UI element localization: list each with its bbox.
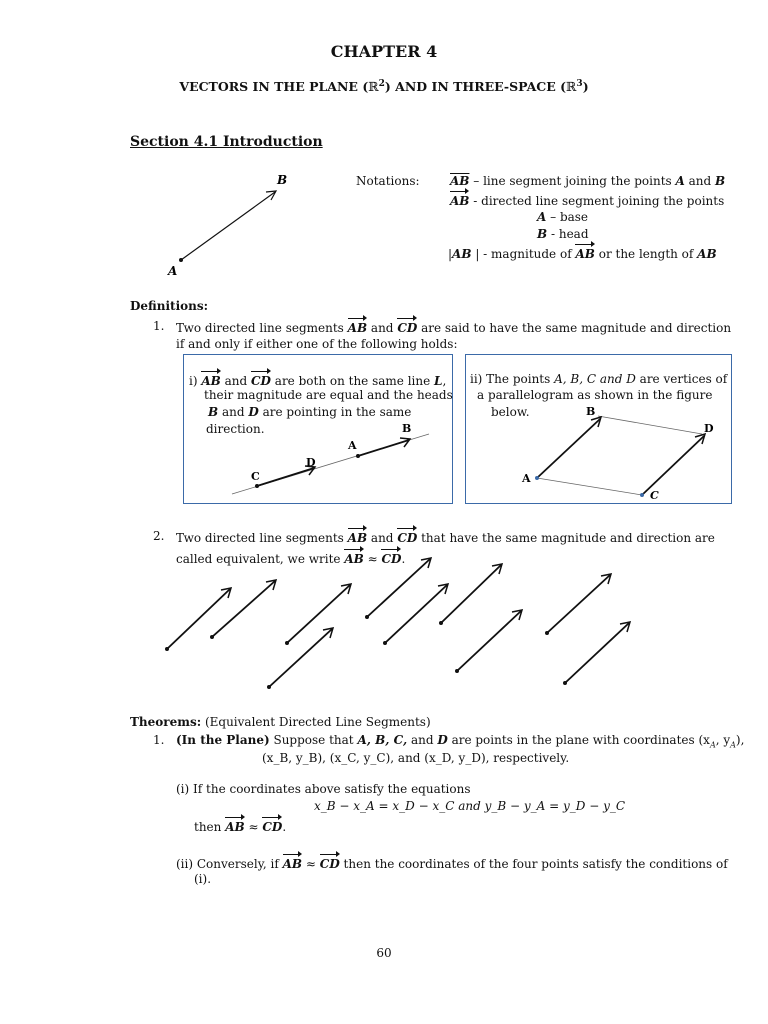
vector-ab: AB bbox=[283, 854, 302, 873]
definition-2-number: 2. bbox=[153, 529, 165, 543]
case-ii-line-3: below. bbox=[491, 405, 530, 419]
text: , y bbox=[715, 733, 731, 747]
case-ii-line-2: a parallelogram as shown in the figure bbox=[477, 388, 713, 402]
vector-cd bbox=[257, 468, 314, 486]
vector-cd: CD bbox=[262, 817, 282, 836]
point-c bbox=[640, 493, 644, 497]
r2-exponent: 2 bbox=[378, 79, 385, 89]
point-a bbox=[535, 476, 539, 480]
point-b: B bbox=[208, 405, 219, 419]
definition-1-number: 1. bbox=[153, 319, 165, 333]
symbol-b: B bbox=[537, 227, 548, 241]
equivalent-arrow bbox=[285, 584, 351, 645]
label-a: A bbox=[522, 472, 531, 485]
chapter-heading: CHAPTER 4 bbox=[330, 42, 438, 61]
notation-text: – base bbox=[546, 210, 589, 224]
section-title: Section 4.1 Introduction bbox=[130, 134, 323, 150]
text: . bbox=[401, 552, 406, 566]
page-number: 60 bbox=[376, 946, 392, 960]
equivalent-arrow bbox=[439, 564, 502, 625]
approx-symbol: ≈ bbox=[244, 820, 263, 834]
vector-ab: AB bbox=[348, 318, 367, 337]
equivalent-arrow bbox=[267, 628, 333, 689]
equivalent-arrow bbox=[455, 610, 522, 673]
r3-symbol: ℝ bbox=[566, 79, 577, 95]
theorem-1-part-i: (i) If the coordinates above satisfy the equations bbox=[176, 782, 471, 796]
edge-bd bbox=[598, 416, 702, 434]
text: that have the same magnitude and direction are bbox=[417, 531, 715, 545]
in-the-plane: (In the Plane) bbox=[176, 733, 270, 747]
text: Two directed line segments bbox=[176, 531, 348, 545]
text: are both on the same line bbox=[270, 374, 435, 388]
label-b: B bbox=[586, 405, 596, 418]
label-d: D bbox=[704, 422, 714, 435]
approx-symbol: ≈ bbox=[363, 552, 382, 566]
definitions-heading: Definitions: bbox=[130, 299, 209, 313]
point-a bbox=[179, 258, 183, 262]
definition-1-line-2: if and only if either one of the following holds: bbox=[176, 337, 458, 351]
theorems-heading bbox=[130, 714, 431, 731]
vector-cd: CD bbox=[320, 854, 340, 873]
point-d: D bbox=[437, 733, 448, 747]
text: are said to have the same magnitude and direction bbox=[417, 321, 732, 335]
notation-line-1 bbox=[450, 173, 725, 190]
text: ii) The points bbox=[470, 372, 555, 386]
equivalent-arrow bbox=[545, 574, 611, 635]
point-a-ref: A bbox=[675, 174, 685, 188]
notation-line-5 bbox=[448, 244, 717, 263]
label-a: A bbox=[168, 264, 178, 278]
equivalent-arrow bbox=[165, 588, 231, 651]
theorem-1-part-ii bbox=[176, 854, 728, 873]
case-i-line-3 bbox=[208, 404, 411, 421]
text: and bbox=[407, 733, 438, 747]
vector-ab: AB bbox=[348, 528, 367, 547]
text: are pointing in the same bbox=[258, 405, 412, 419]
vector-ab: AB bbox=[225, 817, 244, 836]
symbol-ab: AB bbox=[697, 247, 717, 261]
text: . bbox=[282, 820, 287, 834]
theorems-subtitle: (Equivalent Directed Line Segments) bbox=[201, 715, 431, 729]
vector-cd bbox=[642, 436, 704, 495]
vector-cd: CD bbox=[381, 549, 401, 568]
subscript-a: A bbox=[709, 740, 716, 750]
theorem-1-number: 1. bbox=[153, 733, 165, 747]
vector-cd: CD bbox=[251, 371, 271, 390]
case-i-line-2: their magnitude are equal and the heads bbox=[204, 388, 453, 402]
case-i-figure bbox=[184, 420, 452, 502]
case-i-line-4: direction. bbox=[206, 422, 265, 436]
points-abc: A, B, C, bbox=[357, 733, 408, 747]
r3-exponent: 3 bbox=[576, 79, 583, 89]
notation-line-3 bbox=[537, 209, 588, 226]
subscript-a: A bbox=[730, 740, 736, 750]
theorems-label: Theorems: bbox=[130, 715, 202, 729]
label-a: A bbox=[348, 439, 357, 452]
notation-text: - head bbox=[547, 227, 589, 241]
theorem-1-part-ii-line-2: (i). bbox=[194, 872, 212, 886]
equivalent-arrow bbox=[563, 622, 630, 685]
equivalent-arrow bbox=[210, 580, 276, 639]
chapter-title bbox=[0, 79, 768, 94]
text: (ii) Conversely, if bbox=[176, 857, 283, 871]
case-ii-line-1 bbox=[470, 371, 727, 388]
symbol-ab-vector: AB bbox=[575, 244, 594, 263]
r2-symbol: ℝ bbox=[368, 79, 379, 95]
label-c: C bbox=[251, 470, 260, 483]
definition-2-line-1 bbox=[176, 528, 715, 547]
text: i) bbox=[189, 374, 202, 388]
title-part-2: ) AND IN THREE-SPACE ( bbox=[384, 79, 567, 95]
text: are points in the plane with coordinates (x bbox=[447, 733, 710, 747]
vector-cd: CD bbox=[397, 318, 417, 337]
label-b: B bbox=[402, 422, 412, 435]
symbol-ab-vector: AB bbox=[450, 191, 469, 210]
symbol-ab-segment: $\overline{AB}$ bbox=[450, 174, 470, 188]
title-part-3: ) bbox=[582, 79, 589, 95]
theorem-1-then bbox=[194, 817, 286, 836]
vector-ab: AB bbox=[344, 549, 363, 568]
and-text: and bbox=[684, 174, 716, 188]
notations-label: Notations: bbox=[356, 174, 420, 188]
text: , bbox=[442, 374, 447, 388]
theorem-1-equations: x_B − x_A = x_D − x_C and y_B − y_A = y_D − y_C bbox=[314, 799, 626, 813]
text: Suppose that bbox=[269, 733, 358, 747]
equivalent-vectors-figure bbox=[155, 555, 645, 695]
definition-1-line-1 bbox=[176, 318, 731, 337]
text: and bbox=[367, 321, 398, 335]
text: and bbox=[218, 405, 249, 419]
text: then the coordinates of the four points satisfy the conditions of bbox=[339, 857, 728, 871]
label-b: B bbox=[277, 173, 288, 187]
text: and bbox=[367, 531, 398, 545]
notation-line-4 bbox=[537, 226, 589, 243]
symbol-ab: AB bbox=[452, 247, 472, 261]
bar: | bbox=[448, 247, 453, 261]
point-c bbox=[255, 484, 259, 488]
notation-text: - directed line segment joining the points bbox=[469, 194, 725, 208]
notation-text: | - magnitude of bbox=[471, 247, 576, 261]
title-part-1: VECTORS IN THE PLANE ( bbox=[179, 79, 369, 95]
text: called equivalent, we write bbox=[176, 552, 345, 566]
points-list: A, B, C and D bbox=[554, 372, 636, 386]
symbol-a: A bbox=[537, 210, 547, 224]
text: and bbox=[220, 374, 251, 388]
edge-ac bbox=[537, 478, 642, 495]
text: then bbox=[194, 820, 226, 834]
point-a bbox=[356, 454, 360, 458]
vector-cd: CD bbox=[397, 528, 417, 547]
case-ii-figure bbox=[466, 402, 731, 502]
text: Two directed line segments bbox=[176, 321, 348, 335]
point-b-ref: B bbox=[715, 174, 726, 188]
vector-ab bbox=[537, 419, 600, 478]
figure-directed-segment bbox=[158, 168, 298, 280]
vector-ab: AB bbox=[201, 371, 220, 390]
notation-text: or the length of bbox=[594, 247, 698, 261]
vector-ab bbox=[358, 440, 409, 456]
label-d: D bbox=[306, 456, 316, 469]
point-d: D bbox=[248, 405, 259, 419]
approx-symbol: ≈ bbox=[302, 857, 320, 871]
theorem-1-line-2: (x_B, y_B), (x_C, y_C), and (x_D, y_D), respectively. bbox=[262, 751, 570, 765]
notation-line-2 bbox=[450, 191, 724, 210]
label-c: C bbox=[650, 489, 659, 502]
text: ), bbox=[735, 733, 745, 747]
text: are vertices of bbox=[635, 372, 728, 386]
notation-text: – line segment joining the points bbox=[469, 174, 676, 188]
segment-ab bbox=[181, 192, 275, 260]
line-l: L bbox=[434, 374, 443, 388]
